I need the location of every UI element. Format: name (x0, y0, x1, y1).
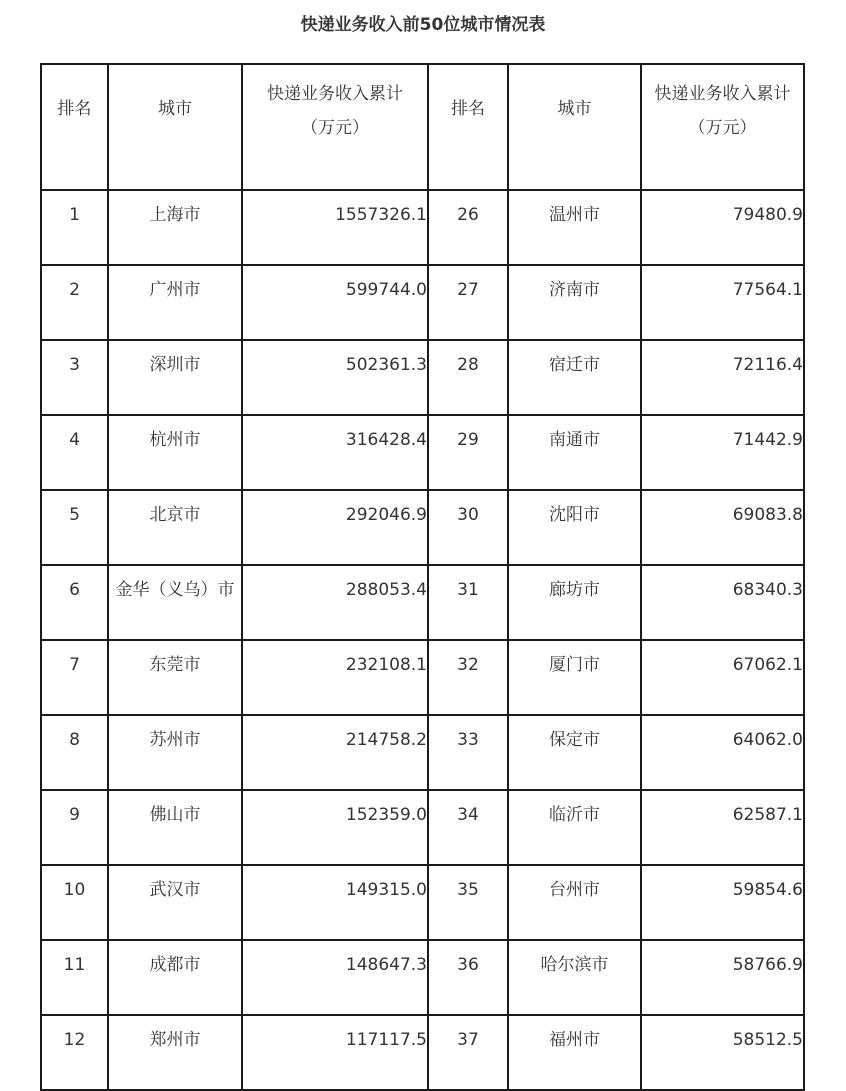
revenue-cell: 71442.9 (641, 415, 804, 490)
table-row (41, 1015, 804, 1090)
revenue-cell: 64062.0 (641, 715, 804, 790)
revenue-cell: 62587.1 (641, 790, 804, 865)
city-cell: 临沂市 (508, 790, 641, 865)
rank-cell: 3 (41, 340, 108, 415)
city-cell: 宿迁市 (508, 340, 641, 415)
table-row (41, 940, 804, 1015)
revenue-cell: 148647.3 (242, 940, 428, 1015)
city-cell: 杭州市 (108, 415, 242, 490)
header-revenue-label-2: 快递业务收入累计 (654, 84, 791, 104)
header-revenue-unit: （万元） (301, 118, 369, 138)
city-cell: 深圳市 (108, 340, 242, 415)
header-revenue (242, 64, 428, 190)
rank-cell: 10 (41, 865, 108, 940)
city-cell: 保定市 (508, 715, 641, 790)
rank-cell: 4 (41, 415, 108, 490)
rank-cell: 8 (41, 715, 108, 790)
revenue-cell: 292046.9 (242, 490, 428, 565)
city-cell: 哈尔滨市 (508, 940, 641, 1015)
revenue-cell: 67062.1 (641, 640, 804, 715)
revenue-cell: 232108.1 (242, 640, 428, 715)
city-cell: 成都市 (108, 940, 242, 1015)
rank-cell: 1 (41, 190, 108, 265)
revenue-cell: 599744.0 (242, 265, 428, 340)
city-cell: 东莞市 (108, 640, 242, 715)
city-cell: 上海市 (108, 190, 242, 265)
city-cell: 厦门市 (508, 640, 641, 715)
table-row (41, 865, 804, 940)
header-revenue-2 (641, 64, 804, 190)
city-cell: 温州市 (508, 190, 641, 265)
revenue-cell: 69083.8 (641, 490, 804, 565)
header-city: 城市 (108, 64, 242, 190)
rank-cell: 7 (41, 640, 108, 715)
table-row (41, 340, 804, 415)
header-city-2: 城市 (508, 64, 641, 190)
city-cell: 金华（义乌）市 (108, 565, 242, 640)
table-row (41, 715, 804, 790)
city-cell: 南通市 (508, 415, 641, 490)
rank-cell: 5 (41, 490, 108, 565)
rank-cell: 36 (428, 940, 508, 1015)
city-cell: 武汉市 (108, 865, 242, 940)
table-row (41, 640, 804, 715)
revenue-cell: 68340.3 (641, 565, 804, 640)
rank-cell: 35 (428, 865, 508, 940)
city-cell: 廊坊市 (508, 565, 641, 640)
city-cell: 北京市 (108, 490, 242, 565)
revenue-cell: 288053.4 (242, 565, 428, 640)
city-cell: 济南市 (508, 265, 641, 340)
rank-cell: 2 (41, 265, 108, 340)
revenue-cell: 59854.6 (641, 865, 804, 940)
revenue-cell: 502361.3 (242, 340, 428, 415)
revenue-cell: 152359.0 (242, 790, 428, 865)
rank-cell: 26 (428, 190, 508, 265)
table-row (41, 415, 804, 490)
revenue-cell: 58766.9 (641, 940, 804, 1015)
rank-cell: 28 (428, 340, 508, 415)
rank-cell: 31 (428, 565, 508, 640)
header-revenue-label: 快递业务收入累计 (267, 84, 403, 104)
revenue-cell: 72116.4 (641, 340, 804, 415)
rank-cell: 32 (428, 640, 508, 715)
rank-cell: 30 (428, 490, 508, 565)
revenue-cell: 316428.4 (242, 415, 428, 490)
header-rank-2: 排名 (428, 64, 508, 190)
header-row (41, 64, 804, 190)
table-row (41, 790, 804, 865)
revenue-cell: 149315.0 (242, 865, 428, 940)
city-cell: 沈阳市 (508, 490, 641, 565)
revenue-cell: 214758.2 (242, 715, 428, 790)
revenue-cell: 79480.9 (641, 190, 804, 265)
rank-cell: 6 (41, 565, 108, 640)
city-cell: 苏州市 (108, 715, 242, 790)
revenue-cell: 1557326.1 (242, 190, 428, 265)
rank-cell: 33 (428, 715, 508, 790)
table-row (41, 490, 804, 565)
revenue-cell: 58512.5 (641, 1015, 804, 1090)
city-cell: 佛山市 (108, 790, 242, 865)
revenue-cell: 77564.1 (641, 265, 804, 340)
rank-cell: 11 (41, 940, 108, 1015)
rank-cell: 9 (41, 790, 108, 865)
city-revenue-table (40, 63, 805, 1091)
rank-cell: 29 (428, 415, 508, 490)
table-row (41, 265, 804, 340)
header-revenue-unit-2: （万元） (688, 118, 757, 138)
header-rank: 排名 (41, 64, 108, 190)
table-row (41, 190, 804, 265)
city-cell: 郑州市 (108, 1015, 242, 1090)
table-row (41, 565, 804, 640)
page-title: 快递业务收入前50位城市情况表 (300, 15, 546, 35)
rank-cell: 12 (41, 1015, 108, 1090)
city-cell: 福州市 (508, 1015, 641, 1090)
rank-cell: 27 (428, 265, 508, 340)
rank-cell: 34 (428, 790, 508, 865)
city-cell: 台州市 (508, 865, 641, 940)
city-cell: 广州市 (108, 265, 242, 340)
revenue-cell: 117117.5 (242, 1015, 428, 1090)
rank-cell: 37 (428, 1015, 508, 1090)
